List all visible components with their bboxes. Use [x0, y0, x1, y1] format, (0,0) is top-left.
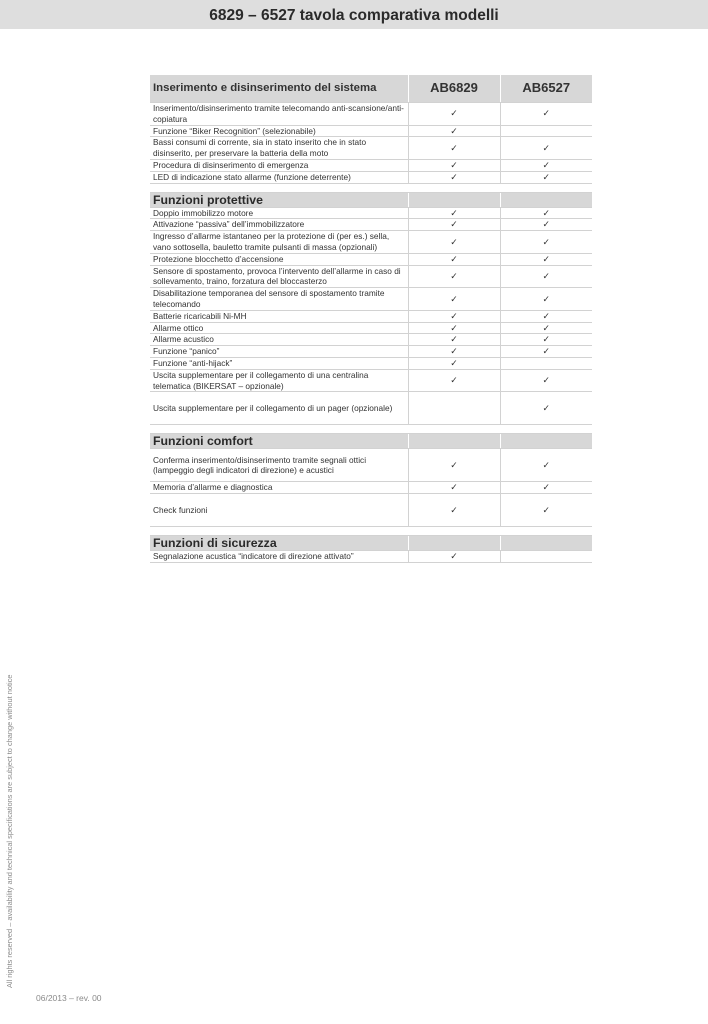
check-icon: ✓ [408, 253, 500, 265]
check-icon: ✓ [408, 369, 500, 392]
check-icon [500, 357, 592, 369]
section-spacer [150, 425, 592, 434]
check-icon: ✓ [408, 288, 500, 311]
check-icon: ✓ [500, 482, 592, 494]
feature-label: Funzione “panico” [150, 346, 408, 358]
check-icon: ✓ [408, 103, 500, 126]
table-row [150, 392, 592, 425]
section-title: Funzioni protettive [150, 192, 408, 207]
table-row [150, 103, 592, 126]
feature-label: Batterie ricaricabili Ni-MH [150, 310, 408, 322]
feature-label: Sensore di spostamento, provoca l’intervento dell’allarme in caso di sollevamento, traino, forzatura del bloccasterzo [150, 265, 408, 288]
check-icon: ✓ [408, 357, 500, 369]
feature-label: Inserimento/disinserimento tramite telecomando anti-scansione/anti-copiatura [150, 103, 408, 126]
feature-label: Disabilitazione temporanea del sensore di spostamento tramite telecomando [150, 288, 408, 311]
section-header-row [150, 192, 592, 207]
section-title: Funzioni comfort [150, 434, 408, 449]
feature-label: Allarme acustico [150, 334, 408, 346]
table-row [150, 357, 592, 369]
check-icon [408, 392, 500, 425]
table-row [150, 494, 592, 527]
feature-label: Bassi consumi di corrente, sia in stato inserito che in stato disinserito, per preservare la batteria della moto [150, 137, 408, 160]
section-title: Funzioni di sicurezza [150, 536, 408, 551]
check-icon: ✓ [500, 253, 592, 265]
check-icon: ✓ [500, 288, 592, 311]
check-icon: ✓ [408, 231, 500, 254]
check-icon: ✓ [500, 137, 592, 160]
feature-label: Ingresso d’allarme istantaneo per la protezione di (per es.) sella, vano sottosella, bauletto tramite pulsanti di massa (opzionali) [150, 231, 408, 254]
check-icon: ✓ [408, 551, 500, 563]
table-row [150, 346, 592, 358]
check-icon [500, 551, 592, 563]
check-icon: ✓ [500, 103, 592, 126]
check-icon: ✓ [408, 482, 500, 494]
table-row [150, 231, 592, 254]
feature-label: Segnalazione acustica “indicatore di direzione attivato” [150, 551, 408, 563]
table-row [150, 322, 592, 334]
check-icon: ✓ [500, 310, 592, 322]
feature-label: Memoria d’allarme e diagnostica [150, 482, 408, 494]
check-icon: ✓ [500, 207, 592, 219]
model-header-ab6527: AB6527 [500, 75, 592, 103]
section-header-row [150, 434, 592, 449]
check-icon: ✓ [500, 231, 592, 254]
table-row [150, 369, 592, 392]
check-icon: ✓ [408, 171, 500, 183]
feature-label: Doppio immobilizzo motore [150, 207, 408, 219]
section-title: Inserimento e disinserimento del sistema [150, 75, 408, 103]
table-header-row [150, 75, 592, 103]
feature-label: Protezione blocchetto d’accensione [150, 253, 408, 265]
table-row [150, 159, 592, 171]
section-header-cell [500, 192, 592, 207]
table-row [150, 207, 592, 219]
feature-label: Conferma inserimento/disinserimento tramite segnali ottici (lampeggio degli indicatori di direzione) e acustici [150, 449, 408, 482]
check-icon: ✓ [408, 137, 500, 160]
check-icon: ✓ [408, 159, 500, 171]
check-icon: ✓ [500, 322, 592, 334]
check-icon: ✓ [500, 171, 592, 183]
section-header-row [150, 536, 592, 551]
check-icon: ✓ [500, 265, 592, 288]
feature-label: Uscita supplementare per il collegamento di una centralina telematica (BIKERSAT – opzionale) [150, 369, 408, 392]
check-icon: ✓ [500, 494, 592, 527]
feature-label: Attivazione “passiva” dell’immobilizzatore [150, 219, 408, 231]
check-icon: ✓ [500, 346, 592, 358]
check-icon: ✓ [500, 392, 592, 425]
table-row [150, 288, 592, 311]
section-header-cell [408, 536, 500, 551]
check-icon: ✓ [500, 159, 592, 171]
check-icon: ✓ [500, 449, 592, 482]
check-icon: ✓ [408, 207, 500, 219]
check-icon: ✓ [408, 494, 500, 527]
page-title: 6829 – 6527 tavola comparativa modelli [0, 0, 708, 29]
table-row [150, 449, 592, 482]
table-row [150, 310, 592, 322]
table-row [150, 551, 592, 563]
feature-label: Allarme ottico [150, 322, 408, 334]
table-row [150, 253, 592, 265]
table-row [150, 265, 592, 288]
check-icon: ✓ [408, 346, 500, 358]
check-icon: ✓ [408, 449, 500, 482]
section-spacer [150, 183, 592, 192]
rights-notice: All rights reserved – availability and technical specifications are subject to change without notice [5, 674, 14, 988]
check-icon: ✓ [408, 265, 500, 288]
table-row [150, 482, 592, 494]
feature-label: Funzione “anti-hijack” [150, 357, 408, 369]
feature-label: LED di indicazione stato allarme (funzione deterrente) [150, 171, 408, 183]
check-icon: ✓ [408, 334, 500, 346]
feature-label: Uscita supplementare per il collegamento di un pager (opzionale) [150, 392, 408, 425]
table-row [150, 334, 592, 346]
section-header-cell [408, 434, 500, 449]
feature-label: Funzione “Biker Recognition” (selezionabile) [150, 125, 408, 137]
table-row [150, 125, 592, 137]
section-spacer [150, 527, 592, 536]
section-header-cell [408, 192, 500, 207]
feature-label: Procedura di disinserimento di emergenza [150, 159, 408, 171]
model-header-ab6829: AB6829 [408, 75, 500, 103]
comparison-table [150, 75, 592, 563]
table-row [150, 137, 592, 160]
table-row [150, 171, 592, 183]
table-row [150, 219, 592, 231]
section-header-cell [500, 434, 592, 449]
check-icon [500, 125, 592, 137]
check-icon: ✓ [408, 219, 500, 231]
check-icon: ✓ [500, 369, 592, 392]
check-icon: ✓ [500, 219, 592, 231]
revision-footer: 06/2013 – rev. 00 [36, 993, 102, 1003]
section-header-cell [500, 536, 592, 551]
check-icon: ✓ [408, 322, 500, 334]
feature-label: Check funzioni [150, 494, 408, 527]
check-icon: ✓ [408, 310, 500, 322]
check-icon: ✓ [500, 334, 592, 346]
check-icon: ✓ [408, 125, 500, 137]
